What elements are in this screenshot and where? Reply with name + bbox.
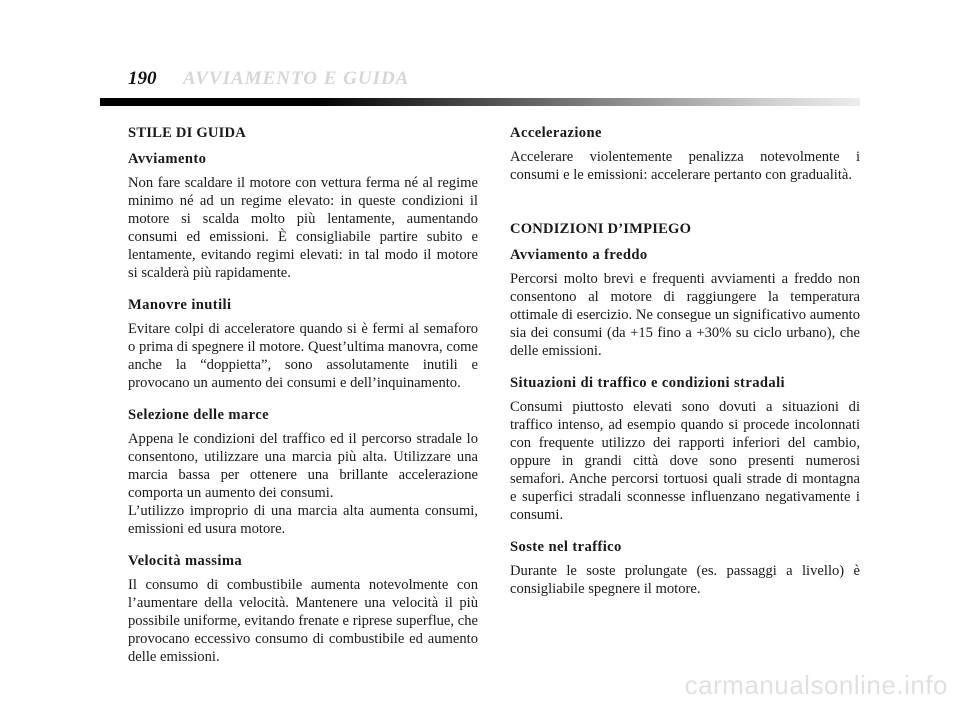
subheading-velocita: Velocità massima — [128, 553, 243, 569]
subheading-avviamento: Avviamento — [128, 151, 207, 167]
paragraph-velocita: Il consumo di combustibile aumenta notevolmente con l’aumentare della velocità. Mantenere una velocità il più possibile uniforme, evitando frenate e riprese superflue, che provocano eccessivo consumo di combustibile ed aumento delle emissioni. — [128, 577, 478, 665]
paragraph-freddo: Percorsi molto brevi e frequenti avviamenti a freddo non consentono al motore di raggiungere la temperatura ottimale di esercizio. Ne consegue un significativo aumento sia dei consumi (da +15 fino a +30% su ciclo urbano), che delle emissioni. — [510, 271, 860, 359]
paragraph-soste: Durante le soste prolungate (es. passaggi a livello) è consigliabile spegnere il motore. — [510, 563, 860, 597]
section-title: AVVIAMENTO E GUIDA — [183, 68, 410, 89]
paragraph-traffico: Consumi piuttosto elevati sono dovuti a situazioni di traffico intenso, ad esempio quando si procede incolonnati con frequente utilizzo dei rapporti inferiori del cambio, oppure in grandi città dove sono presenti numerosi semafori. Anche percorsi tortuosi quali strade di montagna e superfici stradali sconnesse influenzano negativamente i consumi. — [510, 399, 860, 523]
paragraph-accelerazione: Accelerare violentemente penalizza notevolmente i consumi e le emissioni: accelerare pertanto con gradualità. — [510, 149, 860, 183]
spacer — [510, 198, 860, 220]
header-rule — [100, 98, 860, 106]
section-heading-stile: STILE DI GUIDA — [128, 125, 246, 141]
subheading-manovre: Manovre inutili — [128, 297, 232, 313]
paragraph-manovre: Evitare colpi di acceleratore quando si è fermi al semaforo o prima di spegnere il motore. Quest’ultima manovra, come anche la “doppietta”, sono assolutamente inutili e provocano un aumento dei consumi e dell’inquinamento. — [128, 321, 478, 391]
subheading-soste: Soste nel traffico — [510, 539, 622, 555]
section-heading-condizioni: CONDIZIONI D’IMPIEGO — [510, 221, 692, 237]
subheading-marce: Selezione delle marce — [128, 407, 270, 423]
page-number: 190 — [128, 68, 157, 89]
site-watermark: carmanualsonline.info — [684, 670, 948, 700]
page-header — [128, 68, 868, 92]
subheading-accelerazione: Accelerazione — [510, 125, 602, 141]
paragraph-marce: Appena le condizioni del traffico ed il percorso stradale lo consentono, utilizzare una marcia più alta. Utilizzare una marcia bassa per ottenere una brillante accelerazione comporta un aumento dei consumi. — [128, 431, 478, 501]
subheading-freddo: Avviamento a freddo — [510, 247, 648, 263]
paragraph-marce-2: L’utilizzo improprio di una marcia alta aumenta consumi, emissioni ed usura motore. — [128, 503, 478, 537]
paragraph-avviamento: Non fare scaldare il motore con vettura ferma né al regime minimo né ad un regime elevato: in queste condizioni il motore si scalda molto più lentamente, aumentando consumi ed emissioni. È consigliabile partire subito e lentamente, evitando regimi elevati: in tal modo il motore si scalderà più rapidamente. — [128, 175, 478, 281]
left-column — [128, 124, 478, 680]
right-column — [510, 124, 860, 612]
subheading-traffico: Situazioni di traffico e condizioni stradali — [510, 375, 786, 391]
